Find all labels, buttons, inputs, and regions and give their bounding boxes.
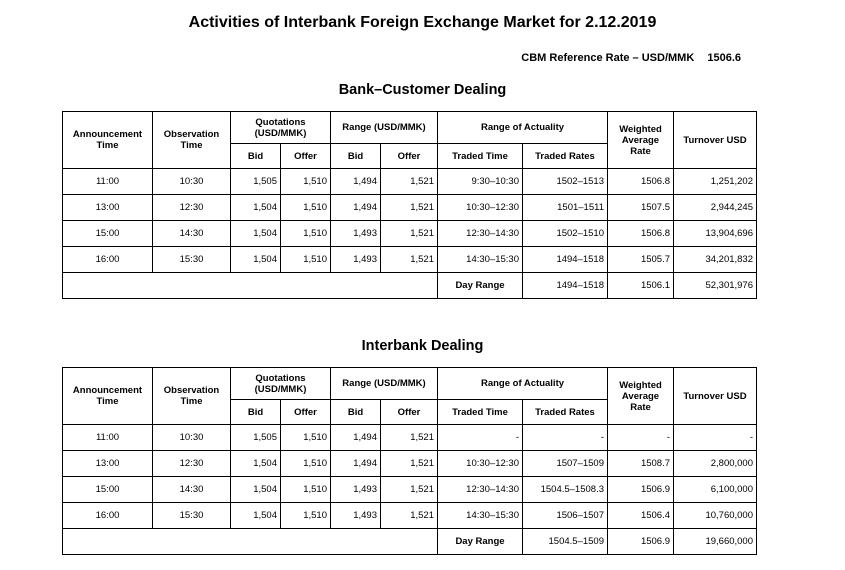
header-turnover-usd: Turnover USD (674, 112, 757, 169)
table-row (63, 247, 757, 273)
header-range-offer: Offer (381, 400, 438, 425)
quotation-offer-cell: 1,510 (281, 425, 331, 451)
traded-time-cell: 9:30–10:30 (438, 169, 523, 195)
quotation-offer-cell: 1,510 (281, 503, 331, 529)
page-title: Activities of Interbank Foreign Exchange Market for 2.12.2019 (188, 14, 657, 31)
range-bid-cell: 1,493 (331, 247, 381, 273)
observation-time-cell: 10:30 (153, 169, 231, 195)
quotation-offer-cell: 1,510 (281, 477, 331, 503)
observation-time-cell: 10:30 (153, 425, 231, 451)
weighted-average-rate-cell: 1507.5 (608, 195, 674, 221)
table-row (63, 477, 757, 503)
traded-time-cell: 14:30–15:30 (438, 503, 523, 529)
quotation-bid-cell: 1,505 (231, 169, 281, 195)
bank-customer-table (62, 111, 757, 299)
quotation-bid-cell: 1,504 (231, 503, 281, 529)
quotation-bid-cell: 1,504 (231, 195, 281, 221)
range-bid-cell: 1,493 (331, 503, 381, 529)
header-range-bid: Bid (331, 144, 381, 169)
observation-time-cell: 14:30 (153, 477, 231, 503)
traded-time-cell: 10:30–12:30 (438, 195, 523, 221)
announcement-time-cell: 16:00 (63, 247, 153, 273)
announcement-time-cell: 13:00 (63, 195, 153, 221)
header-announcement-time: Announcement Time (63, 112, 153, 169)
announcement-time-cell: 11:00 (63, 425, 153, 451)
range-offer-cell: 1,521 (381, 169, 438, 195)
summary-blank-cell (63, 273, 438, 299)
range-offer-cell: 1,521 (381, 221, 438, 247)
table-row (63, 169, 757, 195)
weighted-average-rate-cell: 1506.4 (608, 503, 674, 529)
turnover-cell: - (674, 425, 757, 451)
weighted-average-rate-cell: 1506.8 (608, 169, 674, 195)
turnover-cell: 10,760,000 (674, 503, 757, 529)
header-row (63, 112, 757, 144)
table-row (63, 221, 757, 247)
observation-time-cell: 14:30 (153, 221, 231, 247)
header-quotation-offer: Offer (281, 144, 331, 169)
header-quotations: Quotations (USD/MMK) (231, 112, 331, 144)
range-offer-cell: 1,521 (381, 195, 438, 221)
header-turnover-usd: Turnover USD (674, 368, 757, 425)
day-range-weighted-average-cell: 1506.1 (608, 273, 674, 299)
table-row (63, 195, 757, 221)
turnover-cell: 34,201,832 (674, 247, 757, 273)
range-bid-cell: 1,494 (331, 169, 381, 195)
header-traded-rates: Traded Rates (523, 144, 608, 169)
turnover-cell: 2,944,245 (674, 195, 757, 221)
interbank-title: Interbank Dealing (361, 338, 484, 354)
traded-rates-cell: 1502–1510 (523, 221, 608, 247)
header-traded-rates: Traded Rates (523, 400, 608, 425)
header-range-of-actuality: Range of Actuality (438, 112, 608, 144)
header-traded-time: Traded Time (438, 144, 523, 169)
observation-time-cell: 12:30 (153, 451, 231, 477)
traded-rates-cell: 1507–1509 (523, 451, 608, 477)
day-range-row (63, 273, 757, 299)
header-quotation-bid: Bid (231, 144, 281, 169)
turnover-cell: 2,800,000 (674, 451, 757, 477)
traded-rates-cell: - (523, 425, 608, 451)
bank-customer-title: Bank–Customer Dealing (338, 82, 507, 98)
range-bid-cell: 1,494 (331, 425, 381, 451)
header-observation-time: Observation Time (153, 368, 231, 425)
observation-time-cell: 12:30 (153, 195, 231, 221)
day-range-turnover-cell: 19,660,000 (674, 529, 757, 555)
quotation-offer-cell: 1,510 (281, 221, 331, 247)
traded-rates-cell: 1502–1513 (523, 169, 608, 195)
quotation-bid-cell: 1,504 (231, 477, 281, 503)
day-range-turnover-cell: 52,301,976 (674, 273, 757, 299)
header-range-offer: Offer (381, 144, 438, 169)
table-row (63, 451, 757, 477)
observation-time-cell: 15:30 (153, 247, 231, 273)
reference-rate-label: CBM Reference Rate – USD/MMK (521, 52, 695, 64)
quotation-offer-cell: 1,510 (281, 169, 331, 195)
range-bid-cell: 1,494 (331, 195, 381, 221)
table-row (63, 425, 757, 451)
header-quotations: Quotations (USD/MMK) (231, 368, 331, 400)
range-offer-cell: 1,521 (381, 247, 438, 273)
day-range-rates-cell: 1494–1518 (523, 273, 608, 299)
announcement-time-cell: 13:00 (63, 451, 153, 477)
reference-rate (521, 52, 741, 64)
header-range-of-actuality: Range of Actuality (438, 368, 608, 400)
header-quotation-offer: Offer (281, 400, 331, 425)
header-row (63, 368, 757, 400)
header-announcement-time: Announcement Time (63, 368, 153, 425)
table-row (63, 503, 757, 529)
day-range-weighted-average-cell: 1506.9 (608, 529, 674, 555)
traded-time-cell: 12:30–14:30 (438, 477, 523, 503)
header-observation-time: Observation Time (153, 112, 231, 169)
quotation-bid-cell: 1,505 (231, 425, 281, 451)
traded-rates-cell: 1504.5–1508.3 (523, 477, 608, 503)
turnover-cell: 13,904,696 (674, 221, 757, 247)
range-offer-cell: 1,521 (381, 503, 438, 529)
announcement-time-cell: 16:00 (63, 503, 153, 529)
range-bid-cell: 1,493 (331, 477, 381, 503)
header-weighted-average-rate: Weighted Average Rate (608, 368, 674, 425)
announcement-time-cell: 15:00 (63, 221, 153, 247)
header-range: Range (USD/MMK) (331, 112, 438, 144)
traded-rates-cell: 1494–1518 (523, 247, 608, 273)
weighted-average-rate-cell: 1508.7 (608, 451, 674, 477)
range-bid-cell: 1,494 (331, 451, 381, 477)
turnover-cell: 6,100,000 (674, 477, 757, 503)
quotation-bid-cell: 1,504 (231, 221, 281, 247)
day-range-label: Day Range (438, 273, 523, 299)
range-offer-cell: 1,521 (381, 425, 438, 451)
weighted-average-rate-cell: 1505.7 (608, 247, 674, 273)
reference-rate-value: 1506.6 (707, 52, 741, 64)
range-bid-cell: 1,493 (331, 221, 381, 247)
header-weighted-average-rate: Weighted Average Rate (608, 112, 674, 169)
traded-rates-cell: 1506–1507 (523, 503, 608, 529)
range-offer-cell: 1,521 (381, 477, 438, 503)
weighted-average-rate-cell: 1506.8 (608, 221, 674, 247)
quotation-offer-cell: 1,510 (281, 247, 331, 273)
header-traded-time: Traded Time (438, 400, 523, 425)
traded-time-cell: 14:30–15:30 (438, 247, 523, 273)
traded-time-cell: 12:30–14:30 (438, 221, 523, 247)
traded-rates-cell: 1501–1511 (523, 195, 608, 221)
announcement-time-cell: 15:00 (63, 477, 153, 503)
day-range-row (63, 529, 757, 555)
header-quotation-bid: Bid (231, 400, 281, 425)
header-range: Range (USD/MMK) (331, 368, 438, 400)
quotation-offer-cell: 1,510 (281, 195, 331, 221)
turnover-cell: 1,251,202 (674, 169, 757, 195)
quotation-bid-cell: 1,504 (231, 451, 281, 477)
quotation-bid-cell: 1,504 (231, 247, 281, 273)
header-range-bid: Bid (331, 400, 381, 425)
weighted-average-rate-cell: 1506.9 (608, 477, 674, 503)
traded-time-cell: 10:30–12:30 (438, 451, 523, 477)
interbank-table (62, 367, 757, 555)
traded-time-cell: - (438, 425, 523, 451)
summary-blank-cell (63, 529, 438, 555)
range-offer-cell: 1,521 (381, 451, 438, 477)
observation-time-cell: 15:30 (153, 503, 231, 529)
announcement-time-cell: 11:00 (63, 169, 153, 195)
day-range-rates-cell: 1504.5–1509 (523, 529, 608, 555)
weighted-average-rate-cell: - (608, 425, 674, 451)
day-range-label: Day Range (438, 529, 523, 555)
quotation-offer-cell: 1,510 (281, 451, 331, 477)
